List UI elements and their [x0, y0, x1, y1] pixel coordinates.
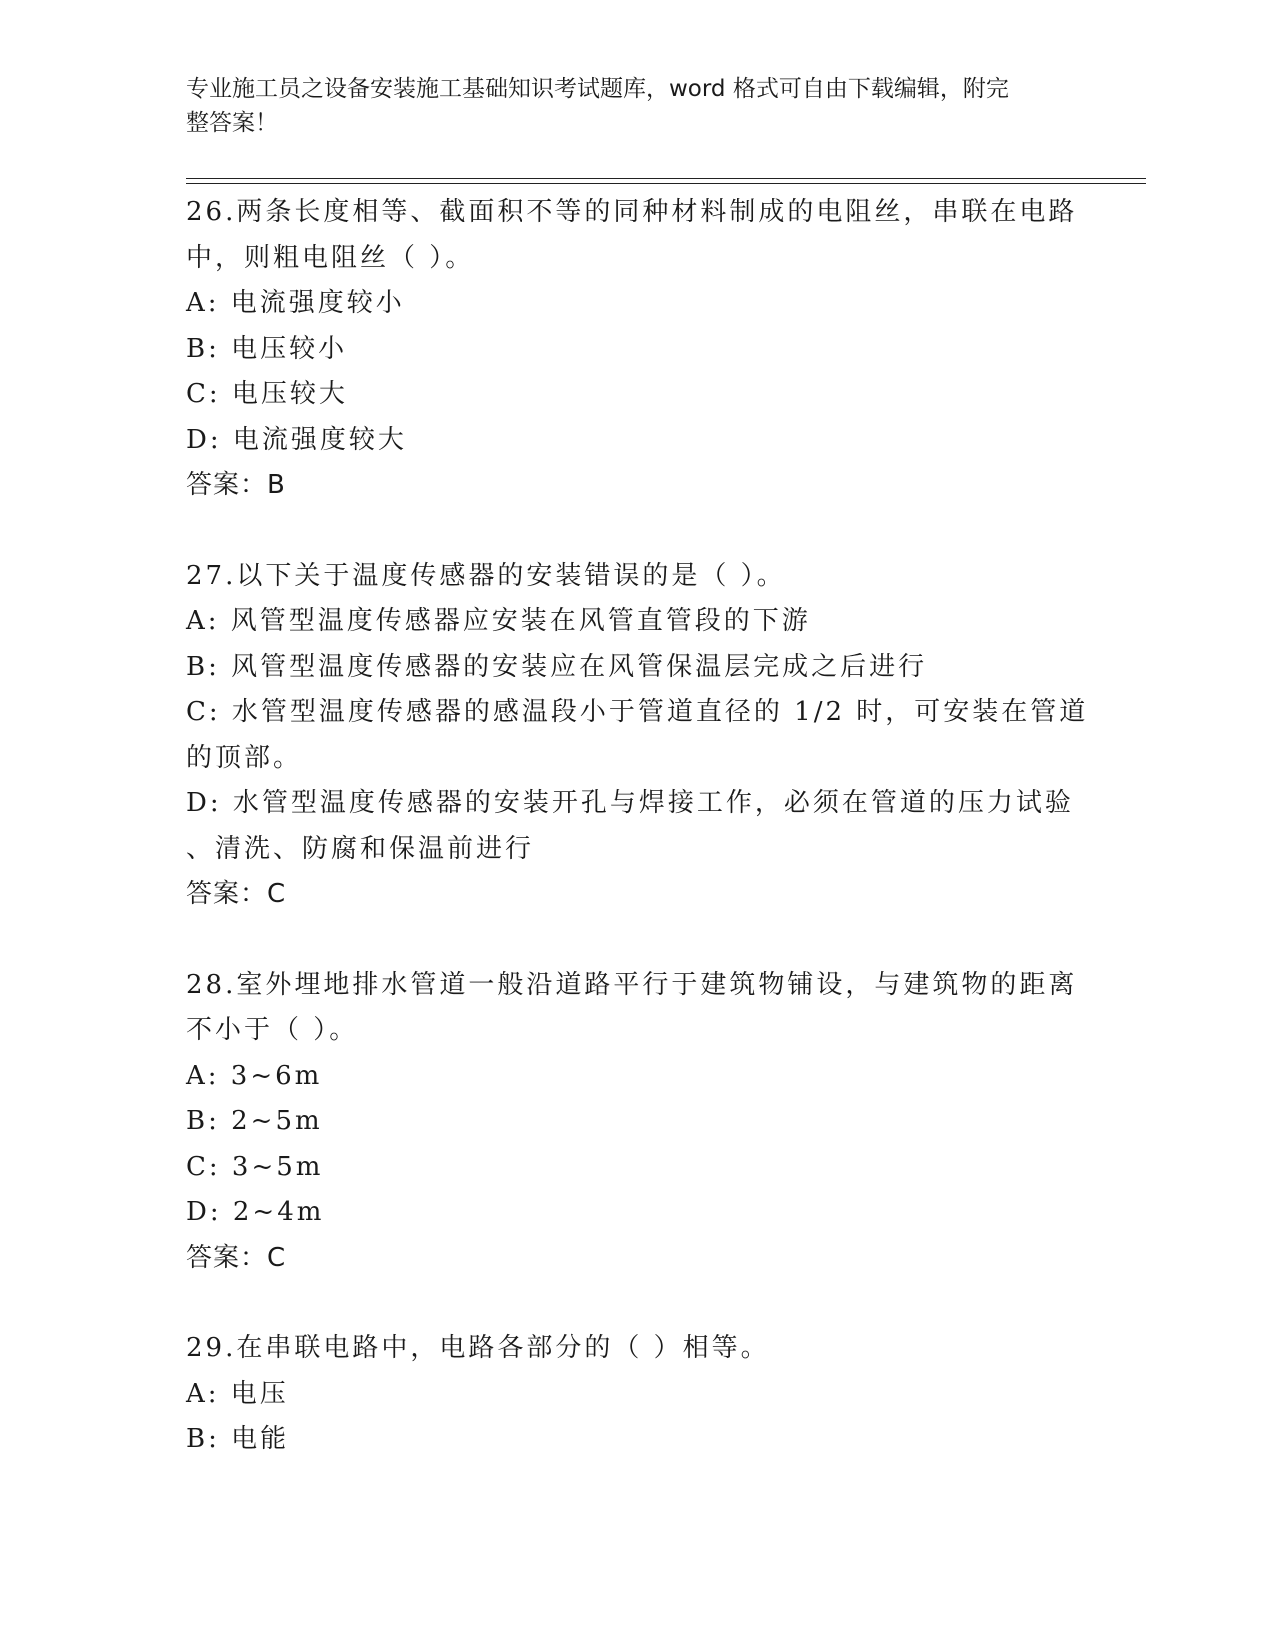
question-stem: 26.两条长度相等、截面积不等的同种材料制成的电阻丝，串联在电路 [186, 197, 1078, 227]
header-line-1: 专业施工员之设备安装施工基础知识考试题库，word 格式可自由下载编辑，附完 [186, 76, 1009, 102]
header-divider-bottom [186, 183, 1146, 184]
header-divider-top [186, 178, 1146, 179]
option-d-continued: 、清洗、防腐和保温前进行 [186, 833, 535, 864]
document-header [186, 72, 1066, 140]
option-d: D: 2~4m [186, 1197, 325, 1227]
option-d: D: 水管型温度传感器的安装开孔与焊接工作，必须在管道的压力试验 [186, 788, 1074, 818]
option-b: B: 2~5m [186, 1106, 323, 1136]
option-b: B: 电压较小 [186, 333, 348, 364]
question-stem: 27.以下关于温度传感器的安装错误的是（ ）。 [186, 560, 786, 591]
option-c: C: 3~5m [186, 1151, 324, 1182]
question-28 [186, 963, 1086, 1282]
question-27 [186, 554, 1089, 918]
option-c-continued: 的顶部。 [186, 742, 303, 773]
answer-line: 答案：B [186, 470, 286, 500]
question-26 [186, 190, 1086, 509]
option-b: B: 电能 [186, 1424, 290, 1454]
question-29 [186, 1326, 1086, 1463]
option-a: A: 电压 [186, 1378, 289, 1409]
question-stem: 28.室外埋地排水管道一般沿道路平行于建筑物铺设，与建筑物的距离 [186, 969, 1078, 1000]
option-a: A: 电流强度较小 [186, 288, 405, 318]
answer-line: 答案：C [186, 1242, 287, 1273]
option-d: D: 电流强度较大 [186, 424, 407, 455]
question-stem: 中，则粗电阻丝（ ）。 [186, 242, 475, 273]
answer-line: 答案：C [186, 879, 287, 909]
option-a: A: 3~6m [186, 1060, 323, 1091]
question-stem: 不小于（ ）。 [186, 1015, 359, 1045]
option-a: A: 风管型温度传感器应安装在风管直管段的下游 [186, 606, 811, 636]
option-c: C: 电压较大 [186, 379, 348, 409]
header-line-2: 整答案！ [186, 110, 278, 136]
option-c: C: 水管型温度传感器的感温段小于管道直径的 1/2 时，可安装在管道 [186, 697, 1089, 727]
question-stem: 29.在串联电路中，电路各部分的（ ）相等。 [186, 1333, 770, 1363]
option-b: B: 风管型温度传感器的安装应在风管保温层完成之后进行 [186, 651, 928, 682]
question-list [186, 190, 1089, 1463]
